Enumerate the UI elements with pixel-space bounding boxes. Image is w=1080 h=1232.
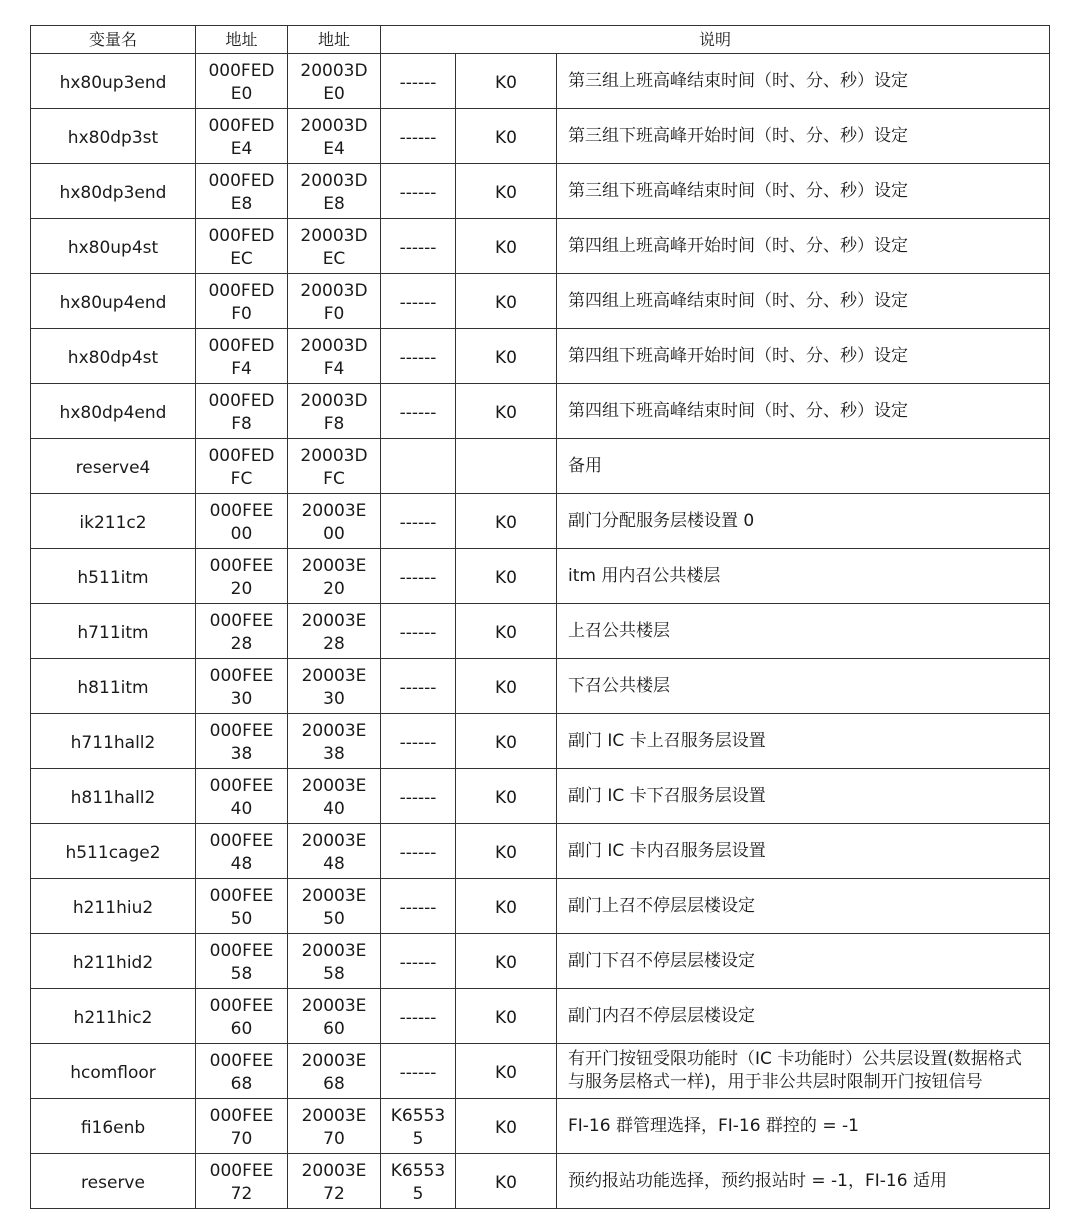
- table-row: [31, 659, 1050, 714]
- variable-name-cell: h511cage2: [31, 824, 196, 879]
- header-row: [31, 26, 1050, 54]
- default-cell: K0: [456, 1044, 557, 1099]
- address-2-cell: 20003E 00: [288, 494, 381, 549]
- range-cell: K6553 5: [381, 1154, 456, 1209]
- address-1-cell: 000FED F8: [196, 384, 288, 439]
- range-cell: ------: [381, 824, 456, 879]
- table-row: [31, 714, 1050, 769]
- description-cell: 副门 IC 卡内召服务层设置: [557, 824, 1050, 879]
- range-cell: ------: [381, 329, 456, 384]
- address-2-cell: 20003E 48: [288, 824, 381, 879]
- table-row: [31, 274, 1050, 329]
- variable-name-cell: h711hall2: [31, 714, 196, 769]
- address-2-cell: 20003D E4: [288, 109, 381, 164]
- default-cell: K0: [456, 164, 557, 219]
- range-cell: ------: [381, 1044, 456, 1099]
- variable-name-cell: h211hic2: [31, 989, 196, 1044]
- default-cell: K0: [456, 604, 557, 659]
- range-cell: [381, 439, 456, 494]
- address-2-cell: 20003E 30: [288, 659, 381, 714]
- address-1-cell: 000FEE 48: [196, 824, 288, 879]
- address-1-cell: 000FED FC: [196, 439, 288, 494]
- range-cell: ------: [381, 494, 456, 549]
- variable-name-cell: hx80dp4end: [31, 384, 196, 439]
- description-cell: 第三组下班高峰开始时间（时、分、秒）设定: [557, 109, 1050, 164]
- table-row: [31, 109, 1050, 164]
- range-cell: ------: [381, 989, 456, 1044]
- table-row: [31, 219, 1050, 274]
- default-cell: K0: [456, 494, 557, 549]
- range-cell: ------: [381, 934, 456, 989]
- address-1-cell: 000FED E0: [196, 54, 288, 109]
- table-row: [31, 824, 1050, 879]
- address-2-cell: 20003E 72: [288, 1154, 381, 1209]
- header-variable-name: 变量名: [31, 26, 196, 54]
- description-cell: 第三组上班高峰结束时间（时、分、秒）设定: [557, 54, 1050, 109]
- table-row: [31, 549, 1050, 604]
- address-2-cell: 20003E 20: [288, 549, 381, 604]
- variable-name-cell: h811hall2: [31, 769, 196, 824]
- address-2-cell: 20003E 28: [288, 604, 381, 659]
- description-cell: 有开门按钮受限功能时（IC 卡功能时）公共层设置(数据格式 与服务层格式一样)，用于非公共层时限制开门按钮信号: [557, 1044, 1050, 1099]
- variable-name-cell: reserve: [31, 1154, 196, 1209]
- address-2-cell: 20003E 40: [288, 769, 381, 824]
- table-row: [31, 54, 1050, 109]
- default-cell: K0: [456, 1099, 557, 1154]
- description-cell: 第四组下班高峰开始时间（时、分、秒）设定: [557, 329, 1050, 384]
- default-cell: K0: [456, 109, 557, 164]
- range-cell: ------: [381, 604, 456, 659]
- range-cell: ------: [381, 549, 456, 604]
- default-cell: [456, 439, 557, 494]
- description-cell: 副门 IC 卡上召服务层设置: [557, 714, 1050, 769]
- variable-name-cell: hx80dp4st: [31, 329, 196, 384]
- range-cell: K6553 5: [381, 1099, 456, 1154]
- address-1-cell: 000FEE 60: [196, 989, 288, 1044]
- table-row: [31, 1154, 1050, 1209]
- variable-name-cell: h811itm: [31, 659, 196, 714]
- range-cell: ------: [381, 274, 456, 329]
- description-cell: 第四组下班高峰结束时间（时、分、秒）设定: [557, 384, 1050, 439]
- register-table: [30, 25, 1050, 1209]
- address-2-cell: 20003E 60: [288, 989, 381, 1044]
- address-1-cell: 000FEE 72: [196, 1154, 288, 1209]
- description-cell: 预约报站功能选择，预约报站时 = -1，FI-16 适用: [557, 1154, 1050, 1209]
- address-1-cell: 000FEE 38: [196, 714, 288, 769]
- table-row: [31, 769, 1050, 824]
- default-cell: K0: [456, 54, 557, 109]
- variable-name-cell: ik211c2: [31, 494, 196, 549]
- address-1-cell: 000FEE 00: [196, 494, 288, 549]
- description-cell: 第四组上班高峰开始时间（时、分、秒）设定: [557, 219, 1050, 274]
- variable-name-cell: hx80up4st: [31, 219, 196, 274]
- description-cell: 上召公共楼层: [557, 604, 1050, 659]
- address-2-cell: 20003D F0: [288, 274, 381, 329]
- range-cell: ------: [381, 769, 456, 824]
- default-cell: K0: [456, 769, 557, 824]
- address-2-cell: 20003D E0: [288, 54, 381, 109]
- address-1-cell: 000FEE 50: [196, 879, 288, 934]
- description-cell: 下召公共楼层: [557, 659, 1050, 714]
- table-row: [31, 1099, 1050, 1154]
- default-cell: K0: [456, 714, 557, 769]
- table-row: [31, 164, 1050, 219]
- address-1-cell: 000FEE 30: [196, 659, 288, 714]
- table-row: [31, 329, 1050, 384]
- variable-name-cell: hx80dp3st: [31, 109, 196, 164]
- description-cell: 副门下召不停层层楼设定: [557, 934, 1050, 989]
- range-cell: ------: [381, 879, 456, 934]
- address-1-cell: 000FED E4: [196, 109, 288, 164]
- range-cell: ------: [381, 219, 456, 274]
- address-1-cell: 000FEE 40: [196, 769, 288, 824]
- range-cell: ------: [381, 54, 456, 109]
- address-1-cell: 000FEE 70: [196, 1099, 288, 1154]
- default-cell: K0: [456, 549, 557, 604]
- variable-name-cell: h211hiu2: [31, 879, 196, 934]
- variable-name-cell: hcomfloor: [31, 1044, 196, 1099]
- address-2-cell: 20003E 58: [288, 934, 381, 989]
- address-2-cell: 20003E 50: [288, 879, 381, 934]
- default-cell: K0: [456, 879, 557, 934]
- address-2-cell: 20003D FC: [288, 439, 381, 494]
- address-1-cell: 000FEE 58: [196, 934, 288, 989]
- address-1-cell: 000FED F4: [196, 329, 288, 384]
- header-description: 说明: [381, 26, 1050, 54]
- description-cell: 第四组上班高峰结束时间（时、分、秒）设定: [557, 274, 1050, 329]
- description-cell: 备用: [557, 439, 1050, 494]
- default-cell: K0: [456, 274, 557, 329]
- default-cell: K0: [456, 824, 557, 879]
- default-cell: K0: [456, 934, 557, 989]
- default-cell: K0: [456, 384, 557, 439]
- variable-name-cell: hx80dp3end: [31, 164, 196, 219]
- address-2-cell: 20003E 38: [288, 714, 381, 769]
- variable-name-cell: h711itm: [31, 604, 196, 659]
- range-cell: ------: [381, 714, 456, 769]
- default-cell: K0: [456, 1154, 557, 1209]
- default-cell: K0: [456, 659, 557, 714]
- range-cell: ------: [381, 109, 456, 164]
- table-row: [31, 934, 1050, 989]
- variable-name-cell: h511itm: [31, 549, 196, 604]
- variable-name-cell: reserve4: [31, 439, 196, 494]
- range-cell: ------: [381, 384, 456, 439]
- range-cell: ------: [381, 164, 456, 219]
- address-2-cell: 20003E 70: [288, 1099, 381, 1154]
- variable-name-cell: h211hid2: [31, 934, 196, 989]
- default-cell: K0: [456, 329, 557, 384]
- address-1-cell: 000FEE 68: [196, 1044, 288, 1099]
- description-cell: 第三组下班高峰结束时间（时、分、秒）设定: [557, 164, 1050, 219]
- description-cell: 副门内召不停层层楼设定: [557, 989, 1050, 1044]
- variable-name-cell: hx80up3end: [31, 54, 196, 109]
- variable-name-cell: hx80up4end: [31, 274, 196, 329]
- variable-name-cell: fi16enb: [31, 1099, 196, 1154]
- table-row: [31, 604, 1050, 659]
- address-2-cell: 20003D EC: [288, 219, 381, 274]
- header-address-1: 地址: [196, 26, 288, 54]
- description-cell: 副门分配服务层楼设置 0: [557, 494, 1050, 549]
- default-cell: K0: [456, 989, 557, 1044]
- description-cell: FI-16 群管理选择，FI-16 群控的 = -1: [557, 1099, 1050, 1154]
- address-1-cell: 000FED EC: [196, 219, 288, 274]
- range-cell: ------: [381, 659, 456, 714]
- description-cell: 副门上召不停层层楼设定: [557, 879, 1050, 934]
- description-cell: itm 用内召公共楼层: [557, 549, 1050, 604]
- address-2-cell: 20003D F8: [288, 384, 381, 439]
- address-1-cell: 000FEE 28: [196, 604, 288, 659]
- address-1-cell: 000FED E8: [196, 164, 288, 219]
- table-row: [31, 989, 1050, 1044]
- address-2-cell: 20003E 68: [288, 1044, 381, 1099]
- header-address-2: 地址: [288, 26, 381, 54]
- table-row: [31, 439, 1050, 494]
- table-row: [31, 494, 1050, 549]
- address-1-cell: 000FEE 20: [196, 549, 288, 604]
- default-cell: K0: [456, 219, 557, 274]
- table-row: [31, 879, 1050, 934]
- address-2-cell: 20003D F4: [288, 329, 381, 384]
- table-row: [31, 1044, 1050, 1099]
- address-2-cell: 20003D E8: [288, 164, 381, 219]
- address-1-cell: 000FED F0: [196, 274, 288, 329]
- description-cell: 副门 IC 卡下召服务层设置: [557, 769, 1050, 824]
- table-row: [31, 384, 1050, 439]
